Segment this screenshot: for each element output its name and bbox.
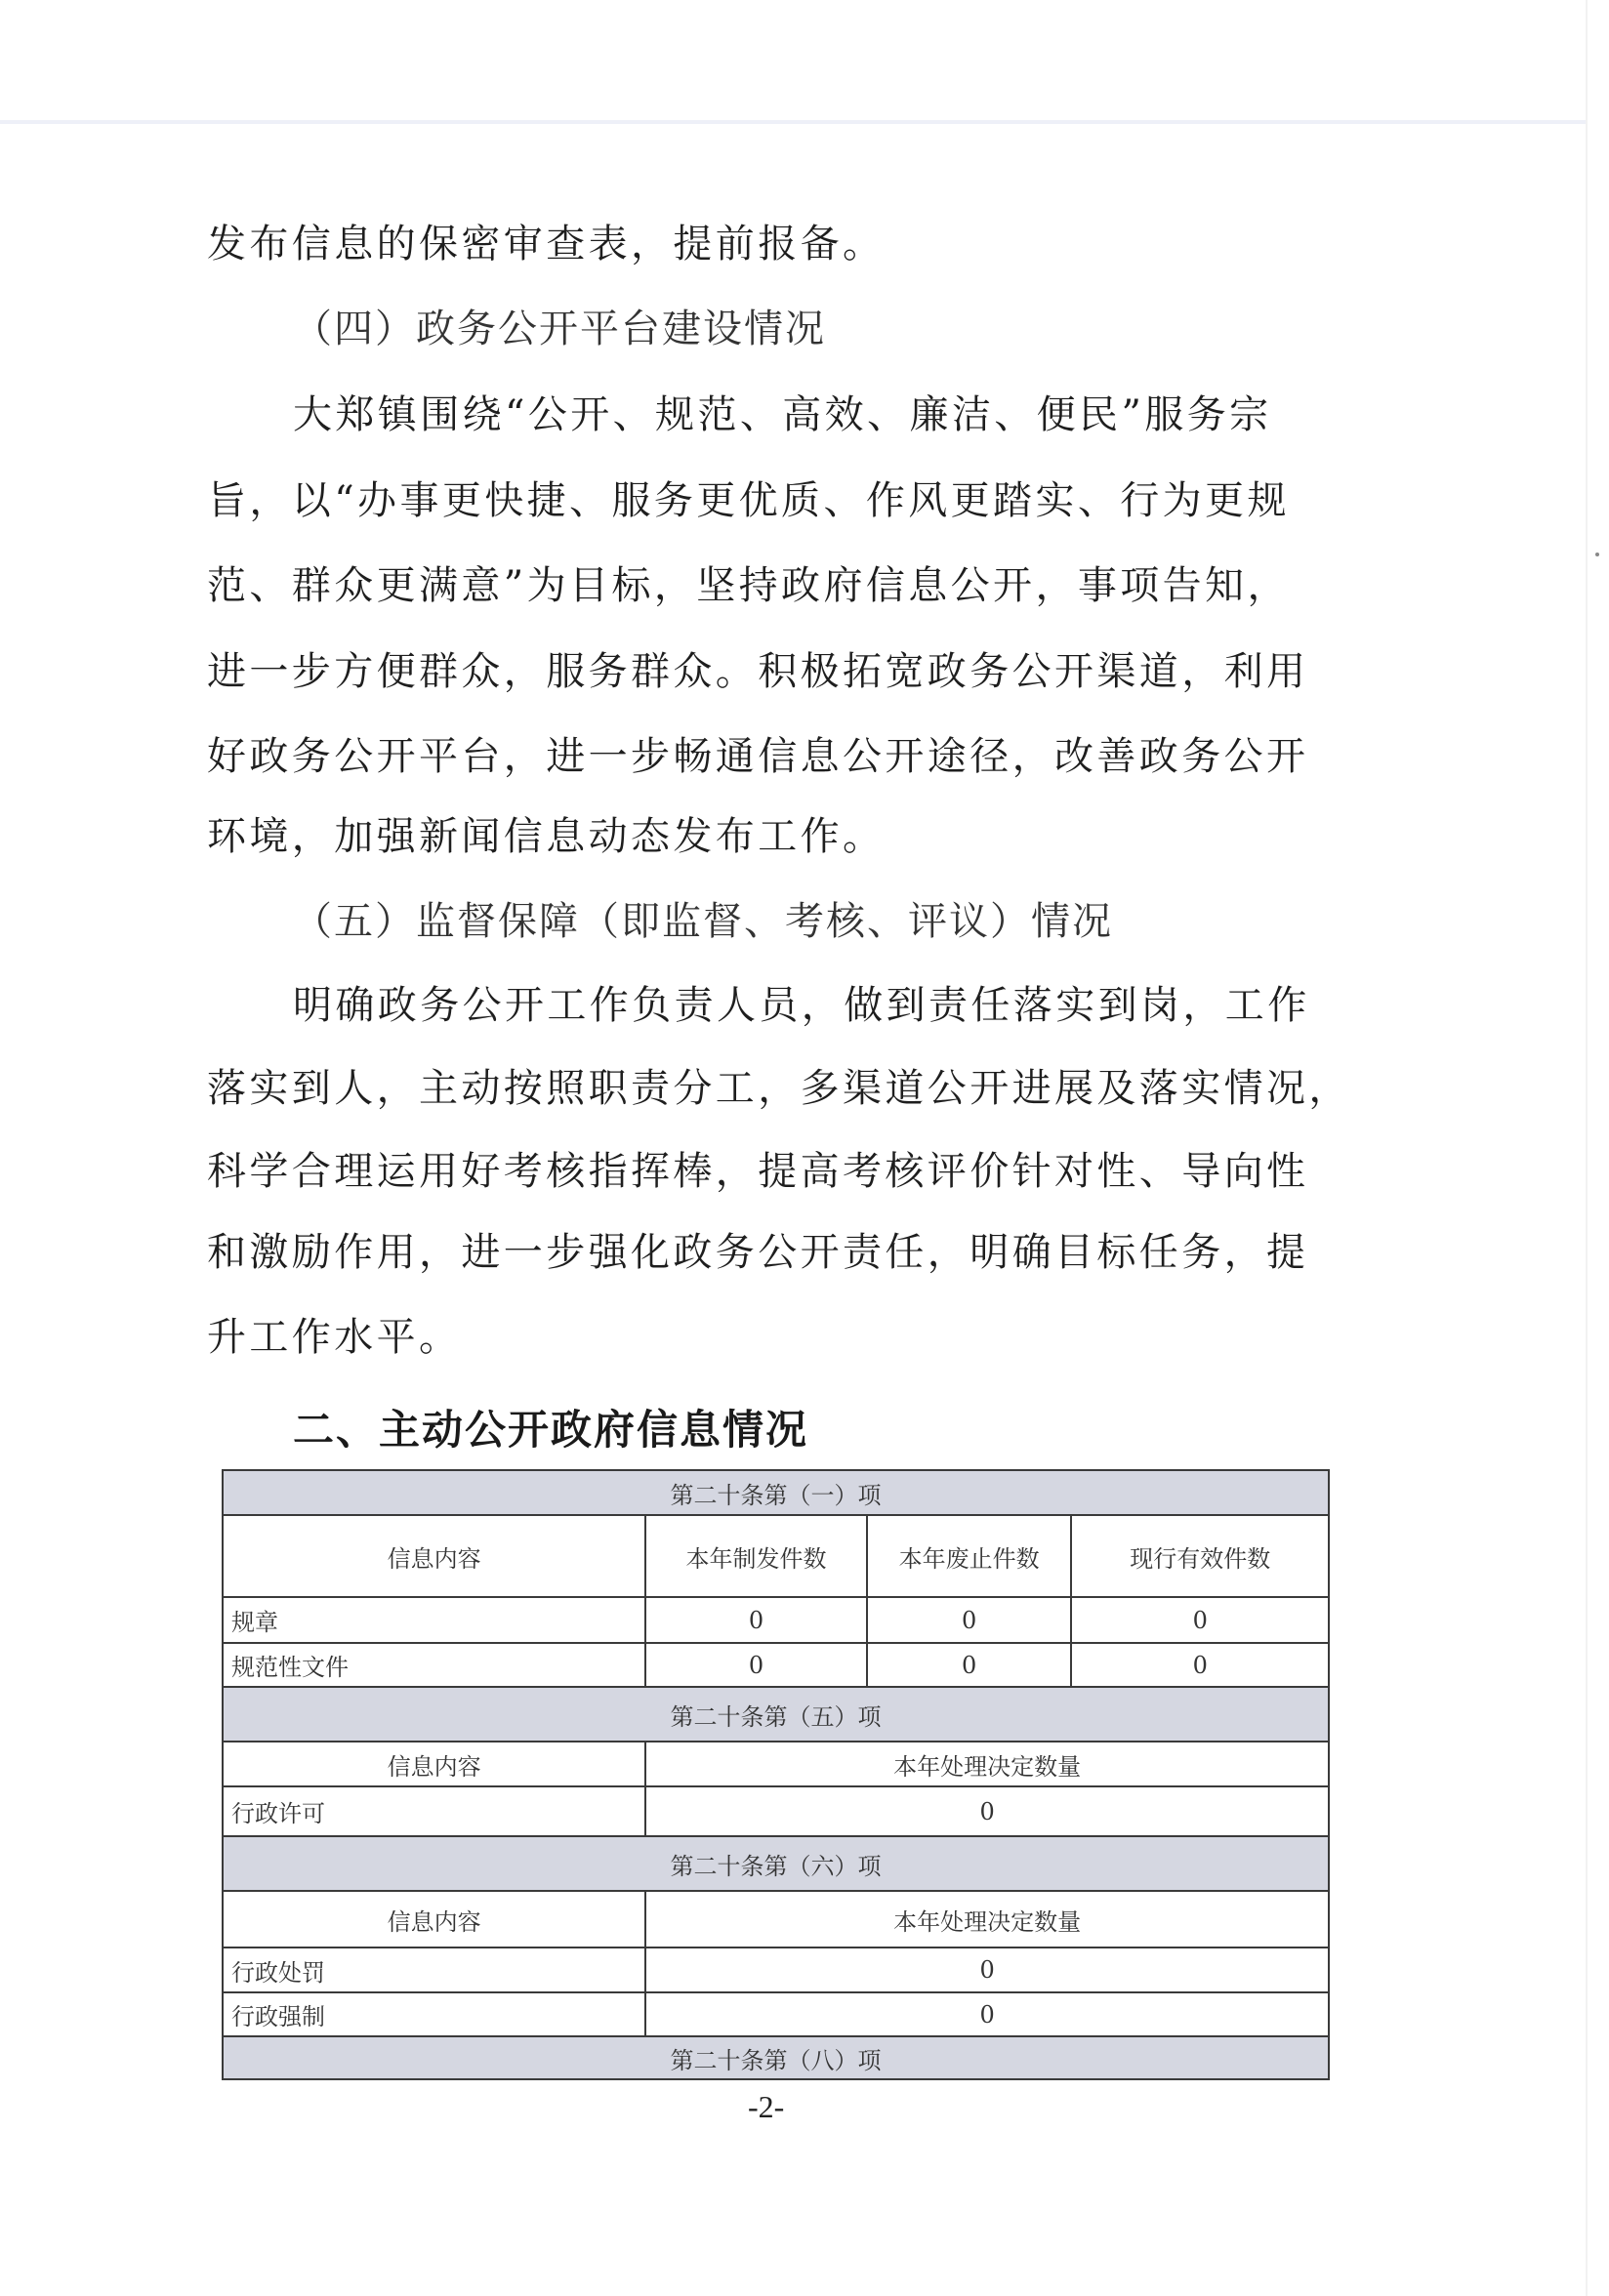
disclosure-table (222, 1469, 1330, 2080)
cell-value: 0 (867, 1597, 1072, 1643)
cell-value: 0 (645, 1643, 867, 1687)
subheading-supervision: （五）监督保障（即监督、考核、评议）情况 (293, 899, 1113, 944)
cell-value: 0 (867, 1643, 1072, 1687)
column-header: 本年处理决定数量 (645, 1742, 1329, 1786)
body-line: 落实到人，主动按照职责分工，多渠道公开进展及落实情况， (207, 1066, 1351, 1111)
column-header: 本年制发件数 (645, 1515, 867, 1597)
column-header: 本年废止件数 (867, 1515, 1072, 1597)
body-line: 进一步方便群众，服务群众。积极拓宽政务公开渠道，利用 (207, 649, 1309, 694)
section-title: 第二十条第（五）项 (223, 1687, 1329, 1742)
table-row (223, 1786, 1329, 1836)
page-number: -2- (748, 2089, 785, 2124)
body-line: 范、群众更满意”为目标，坚持政府信息公开，事项告知， (207, 563, 1290, 608)
table-row (223, 1643, 1329, 1687)
body-line: 科学合理运用好考核指挥棒，提高考核评价针对性、导向性 (207, 1149, 1309, 1194)
column-header: 本年处理决定数量 (645, 1891, 1329, 1948)
body-line: 发布信息的保密审查表，提前报备。 (207, 222, 886, 266)
table-row (223, 1597, 1329, 1643)
body-line: 明确政务公开工作负责人员，做到责任落实到岗，工作 (293, 983, 1310, 1028)
column-header: 现行有效件数 (1071, 1515, 1329, 1597)
body-line: 大郑镇围绕“公开、规范、高效、廉洁、便民”服务宗 (293, 392, 1272, 437)
column-header: 信息内容 (223, 1742, 645, 1786)
row-label: 规范性文件 (223, 1643, 645, 1687)
table-row (223, 1948, 1329, 1992)
body-line: 和激励作用，进一步强化政务公开责任，明确目标任务，提 (207, 1230, 1309, 1275)
cell-value: 0 (645, 1992, 1329, 2036)
cell-value: 0 (645, 1948, 1329, 1992)
row-label: 规章 (223, 1597, 645, 1643)
column-header: 信息内容 (223, 1891, 645, 1948)
cell-value: 0 (1071, 1597, 1329, 1643)
scan-edge-line (0, 120, 1587, 124)
body-line: 环境，加强新闻信息动态发布工作。 (207, 814, 886, 859)
scan-speck (1595, 553, 1599, 556)
cell-value: 0 (1071, 1643, 1329, 1687)
section-heading: 二、主动公开政府信息情况 (293, 1406, 809, 1454)
body-line: 旨，以“办事更快捷、服务更优质、作风更踏实、行为更规 (207, 478, 1290, 523)
row-label: 行政许可 (223, 1786, 645, 1836)
section-title: 第二十条第（八）项 (223, 2036, 1329, 2079)
row-label: 行政强制 (223, 1992, 645, 2036)
section-title: 第二十条第（一）项 (223, 1470, 1329, 1515)
table-row (223, 1992, 1329, 2036)
row-label: 行政处罚 (223, 1948, 645, 1992)
column-header: 信息内容 (223, 1515, 645, 1597)
scan-right-edge (1586, 0, 1588, 2296)
subheading-platform: （四）政务公开平台建设情况 (293, 307, 826, 351)
body-line: 升工作水平。 (207, 1315, 462, 1360)
cell-value: 0 (645, 1786, 1329, 1836)
section-title: 第二十条第（六）项 (223, 1836, 1329, 1891)
cell-value: 0 (645, 1597, 867, 1643)
body-line: 好政务公开平台，进一步畅通信息公开途径，改善政务公开 (207, 734, 1309, 779)
